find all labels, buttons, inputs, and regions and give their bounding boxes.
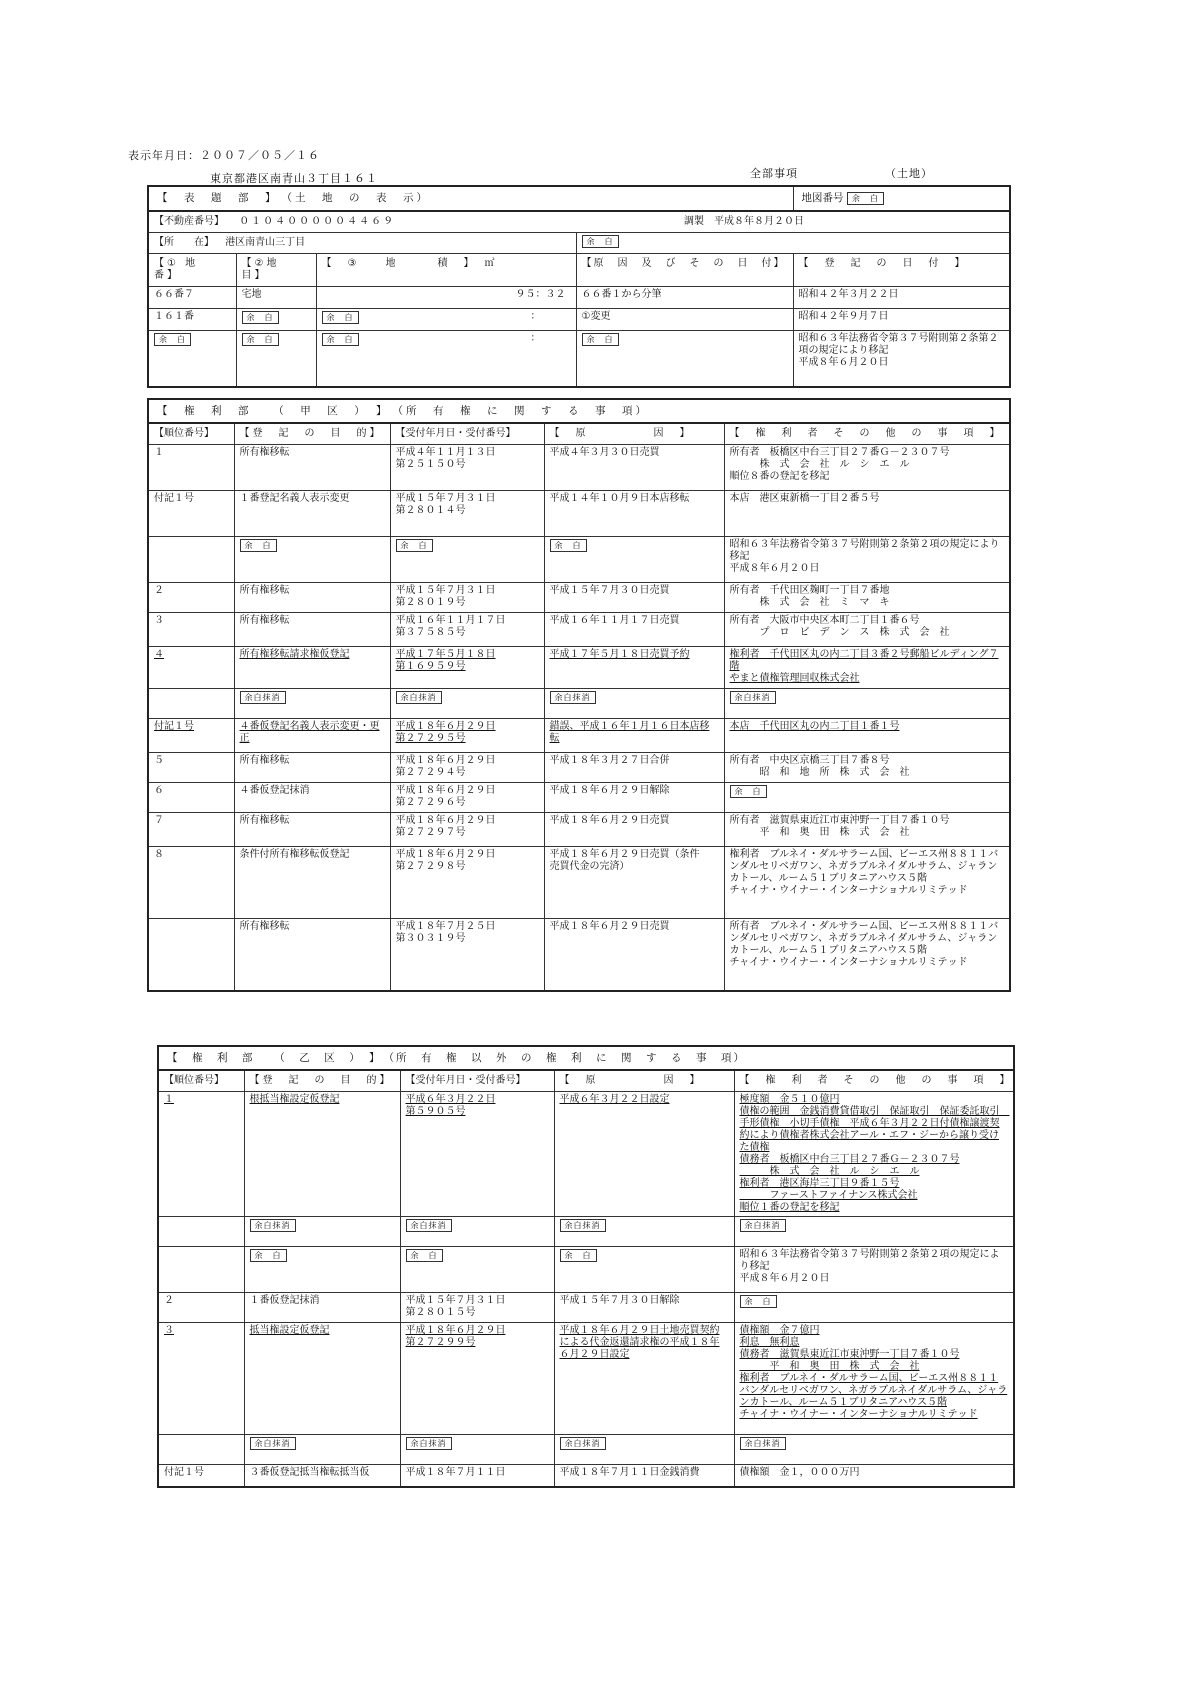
cause-cell: 平成１８年６月２９日売買	[544, 919, 724, 991]
table-row	[148, 919, 1010, 991]
hyodai-table	[147, 185, 1011, 388]
land-label: （土地）	[885, 167, 933, 180]
cause-cell: 平成１８年６月２９日売買	[544, 813, 724, 847]
table-row	[158, 1247, 1014, 1293]
rank-cell: 付記１号	[148, 491, 234, 537]
purpose-cell: 所有権移転	[234, 753, 390, 783]
cause-cell: 平成６年３月２２日設定	[554, 1092, 734, 1217]
uketsuke-box: 余白抹消	[406, 1437, 452, 1450]
cause-cell: 平成１８年３月２７日合併	[544, 753, 724, 783]
chimoku-cell: 宅地	[236, 287, 316, 309]
purpose-box: 余 白	[240, 539, 277, 552]
rank-cell: ３	[148, 613, 234, 647]
table-row	[148, 813, 1010, 847]
purpose-box: 余白抹消	[250, 1437, 296, 1450]
purpose-cell: 条件付所有権移転仮登記	[234, 847, 390, 919]
other-cell: 所有者 滋賀県東近江市東沖野一丁目７番１０号 平 和 奥 田 株 式 会 社	[724, 813, 1010, 847]
other-cell: 本店 港区東新橋一丁目２番５号	[724, 491, 1010, 537]
uketsuke-cell: 平成１８年６月２９日 第２７２９６号	[390, 783, 544, 813]
uketsuke-cell: 平成１７年５月１８日 第１６９５９号	[390, 647, 544, 689]
other-cell: 権利者 ブルネイ・ダルサラーム国、ビーエス州８８１１バンダルセリベガワン、ネガラブルネイダルサラム、ジャランカトール、ルーム５１ブリタニアハウス５階 チャイナ・ウイナー・インターナショナルリミテッド	[724, 847, 1010, 919]
shozai-box: 余 白	[582, 235, 619, 248]
purpose-cell: 所有権移転	[234, 445, 390, 491]
rank-cell: ７	[148, 813, 234, 847]
rank-cell: ６	[148, 783, 234, 813]
purpose-cell: ３番仮登記抵当権転抵当仮	[244, 1465, 400, 1487]
uketsuke-box: 余 白	[406, 1249, 443, 1262]
chiseki-cell: ９５：３２	[316, 287, 576, 309]
uketsuke-cell: 平成１８年６月２９日 第２７２９９号	[400, 1323, 554, 1435]
shozai-label: 【所 在】	[154, 237, 214, 248]
uketsuke-cell: 平成６年３月２２日 第５９０５号	[400, 1092, 554, 1217]
uketsuke-cell: 平成１８年６月２９日 第２７２９５号	[390, 719, 544, 753]
other-box: 余白抹消	[740, 1219, 786, 1232]
cause-cell: 平成１７年５月１８日売買予約	[544, 647, 724, 689]
otsu-table	[157, 1045, 1015, 1488]
cause-box: 余白抹消	[560, 1437, 606, 1450]
other-cell: 昭和６３年法務省令第３７号附則第２条第２項の規定により移記 平成８年６月２０日	[724, 537, 1010, 583]
otsu-title: 【 権 利 部 （ 乙 区 ） 】 （所 有 権 以 外 の 権 利 に 関 す る 事 項）	[158, 1046, 1014, 1070]
table-row	[158, 1323, 1014, 1435]
purpose-cell: ４番仮登記抹消	[234, 783, 390, 813]
property-address: 東京都港区南青山３丁目１６１	[210, 172, 378, 185]
purpose-cell: 所有権移転請求権仮登記	[234, 647, 390, 689]
cause-cell: 平成１４年１０月９日本店移転	[544, 491, 724, 537]
chiseki-box: 余 白	[322, 311, 359, 324]
toki-date-cell: 昭和４２年９月７日	[793, 309, 1010, 331]
chiseki-colon: ：	[530, 311, 541, 322]
table-row	[148, 613, 1010, 647]
other-box: 余 白	[740, 1295, 777, 1308]
rank-cell	[148, 919, 234, 991]
hyodai-title: 【 表 題 部 】 （土 地 の 表 示）	[148, 186, 793, 211]
cause-cell: 平成４年３月３０日売買	[544, 445, 724, 491]
other-cell: 所有者 千代田区麹町一丁目７番地 株 式 会 社 ミ マ キ	[724, 583, 1010, 613]
col-rank: 【順位番号】	[158, 1070, 244, 1092]
uketsuke-cell: 平成１８年６月２９日 第２７２９４号	[390, 753, 544, 783]
genin-box: 余 白	[582, 333, 619, 346]
purpose-box: 余 白	[250, 1249, 287, 1262]
kou-title: 【 権 利 部 （ 甲 区 ） 】 （所 有 権 に 関 す る 事 項）	[148, 399, 1010, 423]
purpose-cell: ４番仮登記名義人表示変更・更正	[234, 719, 390, 753]
chimoku-box: 余 白	[242, 333, 279, 346]
other-box: 余白抹消	[730, 691, 776, 704]
rank-cell: １	[158, 1092, 244, 1217]
cause-box: 余 白	[560, 1249, 597, 1262]
toki-date-cell: 昭和６３年法務省令第３７号附則第２条第２項の規定により移記 平成８年６月２０日	[793, 331, 1010, 387]
purpose-cell: １番仮登記抹消	[244, 1293, 400, 1323]
table-row	[158, 1092, 1014, 1217]
chiban-cell: ６６番７	[148, 287, 236, 309]
col-genin: 【原 因 及 び そ の 日 付】	[576, 254, 793, 287]
uketsuke-cell: 平成４年１１月１３日 第２５１５０号	[390, 445, 544, 491]
table-row	[148, 719, 1010, 753]
cause-cell: 錯誤、平成１６年１月１６日本店移転	[544, 719, 724, 753]
rank-cell: ８	[148, 847, 234, 919]
table-row	[148, 783, 1010, 813]
uketsuke-cell: 平成１５年７月３１日 第２８０１５号	[400, 1293, 554, 1323]
other-box: 余白抹消	[740, 1437, 786, 1450]
all-items-label: 全部事項	[750, 167, 798, 180]
rank-cell	[148, 537, 234, 583]
uketsuke-cell: 平成１５年７月３１日 第２８０１４号	[390, 491, 544, 537]
table-row	[148, 583, 1010, 613]
table-row	[148, 647, 1010, 689]
purpose-box: 余白抹消	[250, 1219, 296, 1232]
table-row	[148, 537, 1010, 583]
purpose-cell: 所有権移転	[234, 813, 390, 847]
rank-cell: １	[148, 445, 234, 491]
fudosan-label: 【不動産番号】	[154, 216, 224, 227]
table-row	[148, 847, 1010, 919]
rank-cell: ２	[158, 1293, 244, 1323]
genin-cell: ①変更	[576, 309, 793, 331]
col-purpose: 【登 記 の 目 的】	[234, 423, 390, 445]
table-row	[158, 1217, 1014, 1247]
rank-cell: 付記１号	[158, 1465, 244, 1487]
table-row	[148, 753, 1010, 783]
table-row	[158, 1465, 1014, 1487]
uketsuke-cell: 平成１８年６月２９日 第２７２９７号	[390, 813, 544, 847]
cause-box: 余白抹消	[550, 691, 596, 704]
chiban-box: 余 白	[154, 333, 191, 346]
genin-cell: ６６番１から分筆	[576, 287, 793, 309]
table-row	[148, 445, 1010, 491]
chiseki-box: 余 白	[322, 333, 359, 346]
table-row	[158, 1293, 1014, 1323]
uketsuke-box: 余白抹消	[396, 691, 442, 704]
col-chiseki: 【 ③ 地 積 】 ㎡	[316, 254, 576, 287]
purpose-cell: 所有権移転	[234, 919, 390, 991]
purpose-cell: 所有権移転	[234, 583, 390, 613]
col-cause: 【 原 因 】	[544, 423, 724, 445]
col-other: 【 権 利 者 そ の 他 の 事 項 】	[724, 423, 1010, 445]
other-cell: 債権額 金１，０００万円	[734, 1465, 1014, 1487]
uketsuke-cell: 平成１５年７月３１日 第２８０１９号	[390, 583, 544, 613]
cause-cell: 平成１６年１１月１７日売買	[544, 613, 724, 647]
rank-cell: ３	[158, 1323, 244, 1435]
chizu-box: 余 白	[847, 192, 884, 205]
shozai-value: 港区南青山三丁目	[225, 237, 306, 248]
col-other: 【 権 利 者 そ の 他 の 事 項 】	[734, 1070, 1014, 1092]
col-uketsuke: 【受付年月日・受付番号】	[390, 423, 544, 445]
cause-cell: 平成１８年６月２９日解除	[544, 783, 724, 813]
chiseki-colon: ：	[530, 333, 541, 344]
cause-cell: 平成１５年７月３０日売買	[544, 583, 724, 613]
cause-cell: 平成１８年７月１１日金銭消費	[554, 1465, 734, 1487]
uketsuke-cell: 平成１８年７月２５日 第３０３１９号	[390, 919, 544, 991]
other-cell: 債権額 金７億円 利息 無利息 債務者 滋賀県東近江市東沖野一丁目７番１０号 平 和 奥 田 株 式 会 社 権利者 ブルネイ・ダルサラーム国、ビーエス州８８１１バンダルセリベガワン、ネガラブルネイダルサラム、ジャランカトール、ルーム５１ブリタニアハウス５階 チャイナ・ウイナー・インターナショナルリミテッド	[734, 1323, 1014, 1435]
other-cell: 所有者 中央区京橋三丁目７番８号 昭 和 地 所 株 式 会 社	[724, 753, 1010, 783]
chizu-label: 地図番号	[801, 192, 844, 204]
other-box: 余 白	[730, 785, 767, 798]
rank-cell: 付記１号	[148, 719, 234, 753]
uketsuke-cell: 平成１８年６月２９日 第２７２９８号	[390, 847, 544, 919]
cause-box: 余白抹消	[560, 1219, 606, 1232]
col-cause: 【 原 因 】	[554, 1070, 734, 1092]
toki-date-cell: 昭和４２年３月２２日	[793, 287, 1010, 309]
other-cell: 極度額 金５１０億円 債権の範囲 金銭消費貸借取引 保証取引 保証委託取引 手形債権 小切手債権 平成６年３月２２日付債権譲渡契約により債権者株式会社アール・エフ・ジーから譲り受けた債権 債務者 板橋区中台三丁目２７番Ｇ－２３０７号 株 式 会 社 ル シ エ ル 権利者 港区海岸三丁目９番１５号 ファーストファイナンス株式会社 順位１番の登記を移記	[734, 1092, 1014, 1217]
rank-cell	[158, 1247, 244, 1293]
chimoku-box: 余 白	[242, 311, 279, 324]
cause-cell: 平成１８年６月２９日売買（条件 売買代金の完済）	[544, 847, 724, 919]
table-row	[148, 491, 1010, 537]
rank-cell: ２	[148, 583, 234, 613]
other-cell: 所有者 ブルネイ・ダルサラーム国、ビーエス州８８１１バンダルセリベガワン、ネガラブルネイダルサラム、ジャランカトール、ルーム５１ブリタニアハウス５階 チャイナ・ウイナー・インターナショナルリミテッド	[724, 919, 1010, 991]
other-cell: 昭和６３年法務省令第３７号附則第２条第２項の規定により移記 平成８年６月２０日	[734, 1247, 1014, 1293]
rank-cell	[148, 689, 234, 719]
display-date: 表示年月日：２００７／０５／１６	[128, 149, 320, 162]
col-chiban: 【① 地 番】	[148, 254, 236, 287]
uketsuke-cell: 平成１８年７月１１日	[400, 1465, 554, 1487]
cause-cell: 平成１５年７月３０日解除	[554, 1293, 734, 1323]
purpose-cell: 所有権移転	[234, 613, 390, 647]
chiban-cell: １６１番	[148, 309, 236, 331]
rank-cell: ５	[148, 753, 234, 783]
uketsuke-cell: 平成１６年１１月１７日 第３７５８５号	[390, 613, 544, 647]
cause-cell: 平成１８年６月２９日土地売買契約による代金返還請求権の平成１８年６月２９日設定	[554, 1323, 734, 1435]
col-chimoku: 【②地 目】	[236, 254, 316, 287]
rank-cell: ４	[148, 647, 234, 689]
table-row	[148, 689, 1010, 719]
uketsuke-box: 余白抹消	[406, 1219, 452, 1232]
cause-box: 余 白	[550, 539, 587, 552]
rank-cell	[158, 1435, 244, 1465]
purpose-cell: １番登記名義人表示変更	[234, 491, 390, 537]
purpose-cell: 抵当権設定仮登記	[244, 1323, 400, 1435]
other-cell: 所有者 大阪市中央区本町二丁目１番６号 プ ロ ビ デ ン ス 株 式 会 社	[724, 613, 1010, 647]
kou-table	[147, 398, 1011, 992]
rank-cell	[158, 1217, 244, 1247]
uketsuke-box: 余 白	[396, 539, 433, 552]
col-uketsuke: 【受付年月日・受付番号】	[400, 1070, 554, 1092]
chosei-label: 調製 平成８年８月２０日	[684, 216, 804, 227]
col-purpose: 【登 記 の 目 的】	[244, 1070, 400, 1092]
col-toki-date: 【 登 記 の 日 付 】	[793, 254, 1010, 287]
purpose-cell: 根抵当権設定仮登記	[244, 1092, 400, 1217]
other-cell: 所有者 板橋区中台三丁目２７番Ｇ－２３０７号 株 式 会 社 ル シ エ ル 順位８番の登記を移記	[724, 445, 1010, 491]
fudosan-value: ０１０４０００００４４６９	[239, 216, 396, 227]
table-row	[158, 1435, 1014, 1465]
other-cell: 本店 千代田区丸の内二丁目１番１号	[724, 719, 1010, 753]
other-cell: 権利者 千代田区丸の内二丁目３番２号郵船ビルディング７階 やまと債権管理回収株式会社	[724, 647, 1010, 689]
purpose-box: 余白抹消	[240, 691, 286, 704]
col-rank: 【順位番号】	[148, 423, 234, 445]
